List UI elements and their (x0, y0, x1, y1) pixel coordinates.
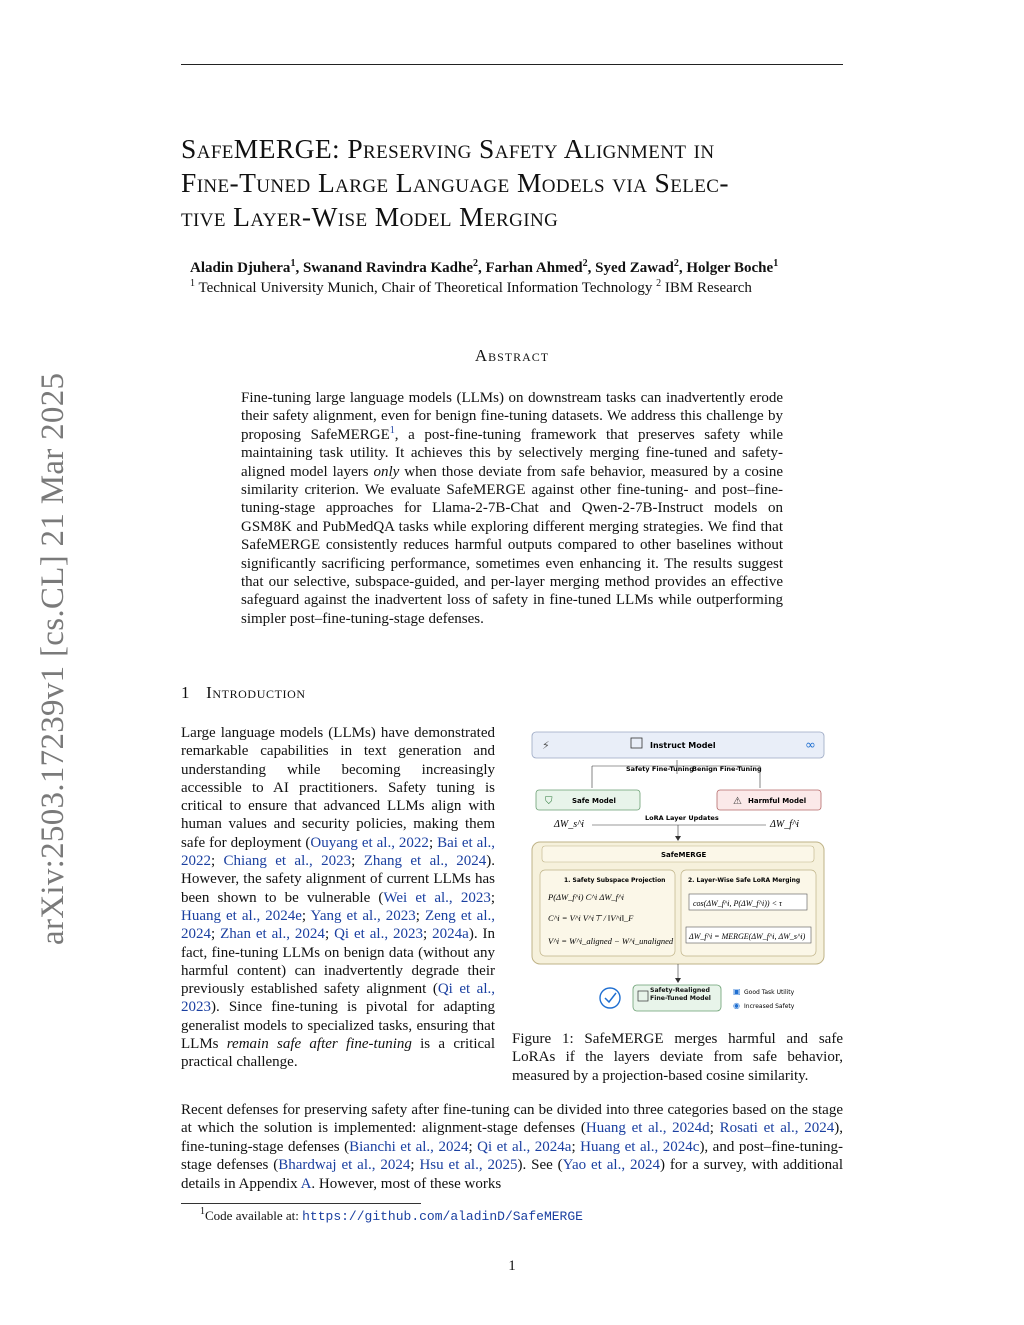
shield-icon: ⛉ (545, 796, 553, 807)
citation-link[interactable]: Wei et al., 2023 (383, 889, 491, 906)
body-text: is a critical practical challenge. (181, 1036, 495, 1071)
meta-logo-icon: ⚡ (542, 739, 550, 752)
footnote-label: Code available at: (205, 1208, 303, 1223)
footnote-mark: 1 (200, 1206, 205, 1217)
check-circle-icon (600, 988, 620, 1008)
safemerge-label: SafeMERGE (661, 851, 707, 859)
citation-link[interactable]: Bhardwaj et al., 2024 (278, 1157, 411, 1174)
body-emphasis: remain safe after fine-tuning (226, 1036, 412, 1053)
citation-link[interactable]: Chiang et al., 2023 (223, 853, 352, 870)
title-line-3: tive Layer-Wise Model Merging (181, 201, 559, 232)
body-text: ). See ( (517, 1157, 563, 1174)
section-heading (181, 683, 306, 703)
author-affil-mark: 2 (473, 258, 478, 269)
citation-link[interactable]: Zhan et al., 2024 (220, 926, 325, 943)
arxiv-stamp[interactable]: arXiv:2503.17239v1 [cs.CL] 21 Mar 2025 (35, 372, 71, 945)
body-text: ; (301, 907, 311, 924)
body-text: ; (428, 834, 438, 851)
abstract-heading: Abstract (474, 346, 550, 365)
citation-link[interactable]: Bianchi et al., 2024 (349, 1138, 469, 1155)
top-rule (181, 64, 843, 65)
author-affil-mark: 2 (673, 258, 679, 269)
author-name: Swanand Ravindra Kadhe (302, 260, 473, 276)
body-text: ; (211, 926, 221, 943)
affiliations (190, 280, 752, 297)
body-text: ), fine-tuning-stage defenses ( (181, 1120, 844, 1155)
utility-icon: ▣ (733, 987, 741, 996)
footnote-rule (181, 1203, 421, 1204)
body-text: ; (415, 907, 425, 924)
citation-link[interactable]: 2024a (432, 926, 469, 943)
figure-caption: Figure 1: SafeMERGE merges harmful and safe LoRAs if the layers deviate from safe behavior, measured by a projection-based cosine similarity. (512, 1031, 843, 1084)
legend-utility: Good Task Utility (744, 989, 795, 996)
body-text: ; (423, 926, 433, 943)
related-work-paragraph (181, 1101, 843, 1193)
safety-ft-label: Safety Fine-Tuning (626, 765, 694, 773)
merging-eq-2: ΔW_f^i = MERGE(ΔW_f^i, ΔW_s^i) (689, 932, 806, 941)
merging-eq-1: cos(ΔW_f^i, P(ΔW_f^i)) < τ (693, 899, 782, 908)
citation-link[interactable]: Huang et al., 2024e (181, 907, 302, 924)
body-text: ). In fact, fine-tuning LLMs on benign data (without any harmful content) can inadvertently degrade their previously established safety alignment ( (181, 926, 496, 998)
author-name: Farhan Ahmed (485, 260, 583, 276)
citation-link[interactable]: Qi et al., 2023 (181, 981, 495, 1016)
merging-title: 2. Layer-Wise Safe LoRA Merging (688, 877, 801, 884)
safety-icon: ◉ (733, 1001, 740, 1010)
infinity-logo-icon: ∞ (805, 738, 816, 753)
body-text: ; (490, 889, 496, 906)
delta-w-ft: ΔW_f^i (770, 819, 799, 830)
footnote (200, 1208, 583, 1224)
harmful-model-label: Harmful Model (748, 797, 807, 805)
safe-model-label: Safe Model (572, 797, 616, 805)
author-affil-mark: 2 (582, 258, 588, 269)
body-text: ; (351, 853, 364, 870)
benign-ft-label: Benign Fine-Tuning (692, 765, 762, 773)
body-text: ; (211, 853, 224, 870)
author-name: Syed Zawad (595, 260, 674, 276)
citation-link[interactable]: Zhang et al., 2024 (363, 853, 487, 870)
projection-title: 1. Safety Subspace Projection (564, 877, 666, 884)
affil-mark: 1 (190, 278, 195, 289)
delta-w-safe: ΔW_s^i (554, 819, 585, 830)
affil-mark: 2 (656, 278, 662, 289)
body-text: ) for a survey, with additional details in Appendix (181, 1157, 844, 1192)
citation-link[interactable]: Ouyang et al., 2022 (310, 834, 429, 851)
body-text: ; (709, 1120, 720, 1137)
page-number: 1 (508, 1258, 516, 1274)
body-text: ). Since fine-tuning is pivotal for adapting generalist models to specialized tasks, ensuring that LLMs (181, 999, 495, 1053)
affiliation-1: Technical University Munich, Chair of Theoretical Information Technology (198, 280, 653, 296)
legend-safety: Increased Safety (744, 1003, 795, 1010)
author-affil-mark: 1 (773, 258, 779, 269)
citation-link[interactable]: Bai et al., 2022 (181, 834, 496, 870)
body-text: ; (571, 1138, 581, 1155)
abstract-text: when those deviate from safe behavior, measured by a cosine similarity criterion. We evaluate SafeMERGE against other fine-tuning- and post–fine-tuning-stage approaches for Llama-2-7B-Chat and Qwen-2-7B-Instruct models on GSM8K and PubMedQA tasks while exploring different merging strategies. We find that SafeMERGE consistently reduces harmful outputs compared to other baselines without significantly sacrificing performance, sometimes even enhancing it. The results suggest that our selective, subspace-guided, and per-layer merging method provides an effective safeguard against the inadvertent loss of safety in fine-tuned LLMs while outperforming simpler post–fine-tuning-stage defenses. (241, 463, 783, 627)
body-text: . However, most of these works (311, 1175, 502, 1192)
citation-link[interactable]: Yang et al., 2023 (310, 907, 416, 924)
section-number: 1 (181, 683, 191, 702)
author-affil-mark: 1 (290, 258, 296, 269)
abstract-body (241, 389, 783, 628)
instruct-model-label: Instruct Model (650, 741, 716, 750)
citation-link[interactable]: Rosati et al., 2024 (719, 1120, 835, 1137)
code-url-link[interactable]: https://github.com/aladinD/SafeMERGE (302, 1209, 583, 1224)
body-text: ), and post–fine-tuning-stage defenses ( (181, 1138, 843, 1174)
affiliation-2: IBM Research (664, 280, 752, 296)
figure-1-diagram (530, 728, 826, 1016)
result-model-label: Safety-Realigned Fine-Tuned Model (650, 987, 711, 1002)
body-text: ; (468, 1138, 478, 1155)
projection-eq-2: C^i = V^i V^i⊤ / ‖V^i‖_F (548, 913, 634, 923)
abstract-text: , a post-fine-tuning framework that preserves safety while maintaining task utility. It achieves this by selectively merging fine-tuned and safety-aligned model layers (241, 426, 783, 480)
citation-link[interactable]: Hsu et al., 2025 (419, 1157, 518, 1174)
body-text: Recent defenses for preserving safety after fine-tuning can be divided into three categories based on the stage at which the solution is implemented: alignment-stage defenses ( (181, 1102, 843, 1137)
citation-link[interactable]: Yao et al., 2024 (562, 1157, 660, 1174)
body-text: ). However, the safety alignment of current LLMs has been shown to be vulnerable ( (181, 853, 496, 906)
body-text: ; (324, 926, 335, 943)
citation-link[interactable]: Huang et al., 2024d (585, 1120, 710, 1137)
title-line-2: Fine-Tuned Large Language Models via Selec- (181, 167, 729, 198)
paper-title (181, 132, 851, 234)
author-list: Aladin Djuhera$^1$, Swanand Ravindra Kadhe$^2$, Farhan Ahmed$^2$, Syed Zawad$^2$, Holger Boche$^1$ (190, 258, 779, 276)
intro-paragraph (181, 724, 495, 1072)
lora-updates-label: LoRA Layer Updates (645, 814, 719, 822)
abstract-text: Fine-tuning large language models (LLMs) on downstream tasks can inadvertently erode their safety alignment, even for benign fine-tuning datasets. We address this challenge by proposing SafeMERGE (241, 390, 783, 443)
appendix-link[interactable]: A (300, 1175, 312, 1192)
projection-eq-3: V^i = W^i_aligned − W^i_unaligned (548, 936, 674, 946)
body-text: Large language models (LLMs) have demonstrated remarkable capabilities in text generation and understanding while becoming increasingly accessible to AI practitioners. Safety tuning is critical to ensure that advanced LLMs align with human values and security policies, making them safe for deployment ( (181, 725, 495, 851)
author-name: Holger Boche (686, 260, 774, 276)
citation-link[interactable]: Qi et al., 2024a (477, 1138, 572, 1155)
body-text: ; (410, 1157, 420, 1174)
abstract-emphasis: only (373, 463, 400, 480)
warning-icon: ⚠ (733, 796, 742, 807)
projection-eq-1: P(ΔW_f^i) C^i ΔW_f^i (548, 892, 624, 902)
title-line-1: SafeMERGE: Preserving Safety Alignment in (181, 133, 715, 164)
citation-link[interactable]: Zeng et al., 2024 (181, 907, 495, 943)
citation-link[interactable]: Qi et al., 2023 (334, 926, 424, 943)
author-name: Aladin Djuhera (190, 260, 291, 276)
section-title: Introduction (206, 683, 306, 702)
footnote-link[interactable]: 1 (389, 424, 395, 436)
citation-link[interactable]: Huang et al., 2024c (580, 1138, 700, 1155)
